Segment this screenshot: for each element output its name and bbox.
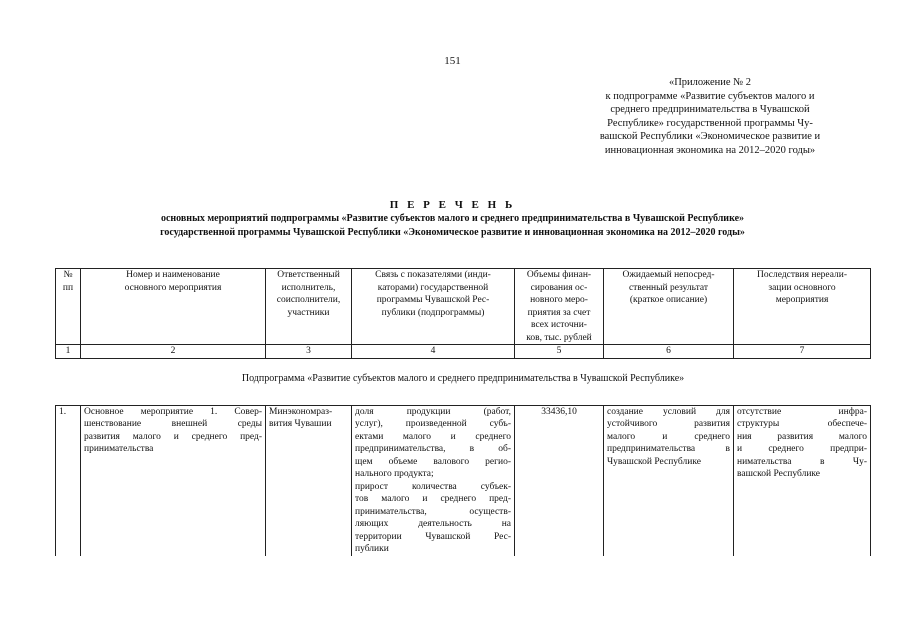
header-cell-indicators: Связь с показателями (инди- каторами) государственной программы Чувашской Рес- публики (подпрограммы): [352, 269, 515, 345]
appendix-note: [560, 76, 860, 157]
header-cell-consequences: Последствия нереали- зации основного мероприятия: [734, 269, 871, 345]
header-cell-funding: Объемы финан- сирования ос- новного меро- приятия за счет всех источни- ков, тыс. рублей: [515, 269, 604, 345]
row-activity-name: Основное мероприятие 1. Совер- шенствование внешней среды развития малого и среднего пред- принимательства: [81, 405, 266, 556]
header-cell-number: № пп: [56, 269, 81, 345]
title-line-1: основных мероприятий подпрограммы «Развитие субъектов малого и среднего предпринимательства в Чувашской Республике»: [160, 213, 745, 224]
appendix-line: вашской Республики «Экономическое развитие и: [599, 131, 821, 142]
row-executor: Минэкономраз- вития Чувашии: [266, 405, 352, 556]
header-cell-result: Ожидаемый непосред- ственный результат (краткое описание): [604, 269, 734, 345]
column-number: 2: [81, 345, 266, 359]
page-number: 151: [444, 55, 461, 67]
appendix-line: к подпрограмме «Развитие субъектов малого и: [605, 90, 815, 102]
column-number: 3: [266, 345, 352, 359]
row-funding: 33436,10: [515, 405, 604, 556]
appendix-line: Республике» государственной программы Чу-: [607, 117, 813, 129]
column-number: 1: [56, 345, 81, 359]
column-number: 7: [734, 345, 871, 359]
table-row: [56, 405, 871, 556]
column-number: 6: [604, 345, 734, 359]
row-indicators: доля продукции (работ, услуг), произведенной субъ- ектами малого и среднего предпринимательства, в об- щем объеме валового регио- нального продукта; прирост количества субъек- тов малого и среднего пред- принимательства, осуществ- ляющих деятельность на территории Чувашской Рес- публики: [352, 405, 515, 556]
row-consequences: отсутствие инфра- структуры обеспече- ния развития малого и среднего предпри- нимательства в Чу- вашской Республике: [734, 405, 871, 556]
row-expected-result: создание условий для устойчивого развития малого и среднего предпринимательства в Чувашской Республике: [604, 405, 734, 556]
document-title: [0, 198, 905, 240]
section-title: Подпрограмма «Развитие субъектов малого и среднего предпринимательства в Чувашской Республике»: [241, 372, 685, 384]
column-number: 5: [515, 345, 604, 359]
title-main: П Е Р Е Ч Е Н Ь: [389, 199, 516, 211]
row-number: 1.: [56, 405, 81, 556]
appendix-line: среднего предпринимательства в Чувашской: [610, 104, 810, 115]
appendix-line: инновационная экономика на 2012–2020 годы»: [604, 144, 816, 156]
table-header-row: [56, 269, 871, 345]
header-cell-executor: Ответственный исполнитель, соисполнители, участники: [266, 269, 352, 345]
column-number-row: [56, 345, 871, 359]
column-number: 4: [352, 345, 515, 359]
title-line-2: государственной программы Чувашской Республики «Экономическое развитие и инновационная экономика на 2012–2020 годы»: [160, 227, 745, 238]
activities-table: [55, 268, 871, 556]
header-cell-name: Номер и наименование основного мероприятия: [81, 269, 266, 345]
section-row: [56, 373, 871, 391]
appendix-line: «Приложение № 2: [668, 77, 752, 88]
